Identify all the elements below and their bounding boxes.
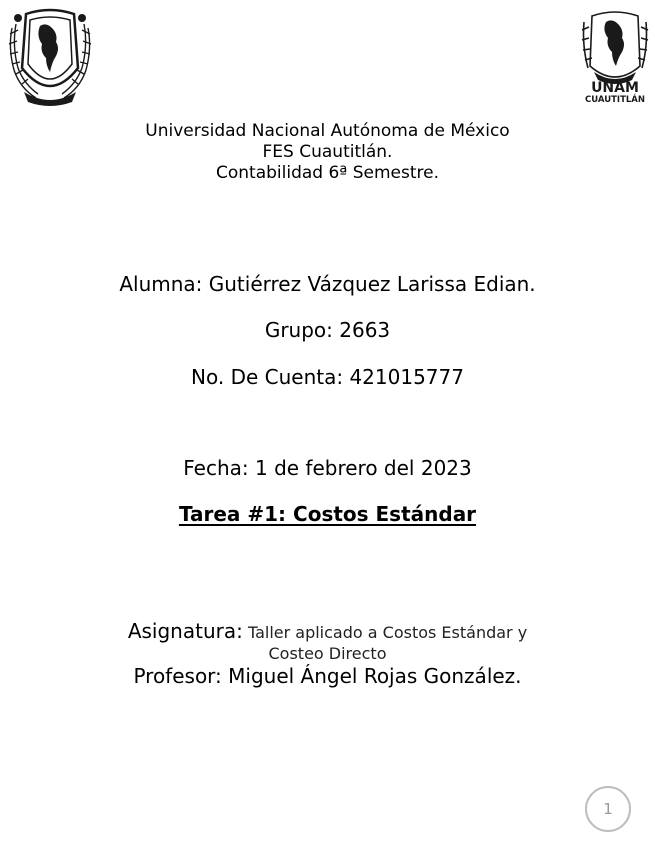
unam-cuautitlan-emblem-icon [580, 6, 650, 106]
group-number: Grupo: 2663 [264, 318, 391, 342]
subject-value-continuation: Costeo Directo [268, 644, 387, 663]
logo-text-cuautitlan: CUAUTITLÁN [585, 95, 645, 105]
student-name: Alumna: Gutiérrez Vázquez Larissa Edian. [119, 272, 536, 296]
assignment-date: Fecha: 1 de febrero del 2023 [183, 456, 472, 480]
subject-label: Asignatura: [127, 619, 243, 643]
institution-header [0, 121, 655, 184]
page-number-badge: 1 [585, 786, 631, 832]
campus-name: FES Cuautitlán. [262, 142, 393, 162]
program-name: Contabilidad 6ª Semestre. [216, 163, 439, 183]
course-info [0, 619, 655, 689]
unam-coat-of-arms-icon [6, 8, 94, 106]
logo-text-unam: UNAM [591, 80, 639, 96]
account-number: No. De Cuenta: 421015777 [191, 365, 464, 389]
subject-line [0, 619, 655, 645]
university-name: Universidad Nacional Autónoma de México [145, 121, 510, 141]
subject-value: Taller aplicado a Costos Estándar y [247, 623, 528, 642]
assignment-title: Tarea #1: Costos Estándar [178, 502, 477, 526]
professor-name: Profesor: Miguel Ángel Rojas González. [133, 664, 522, 688]
